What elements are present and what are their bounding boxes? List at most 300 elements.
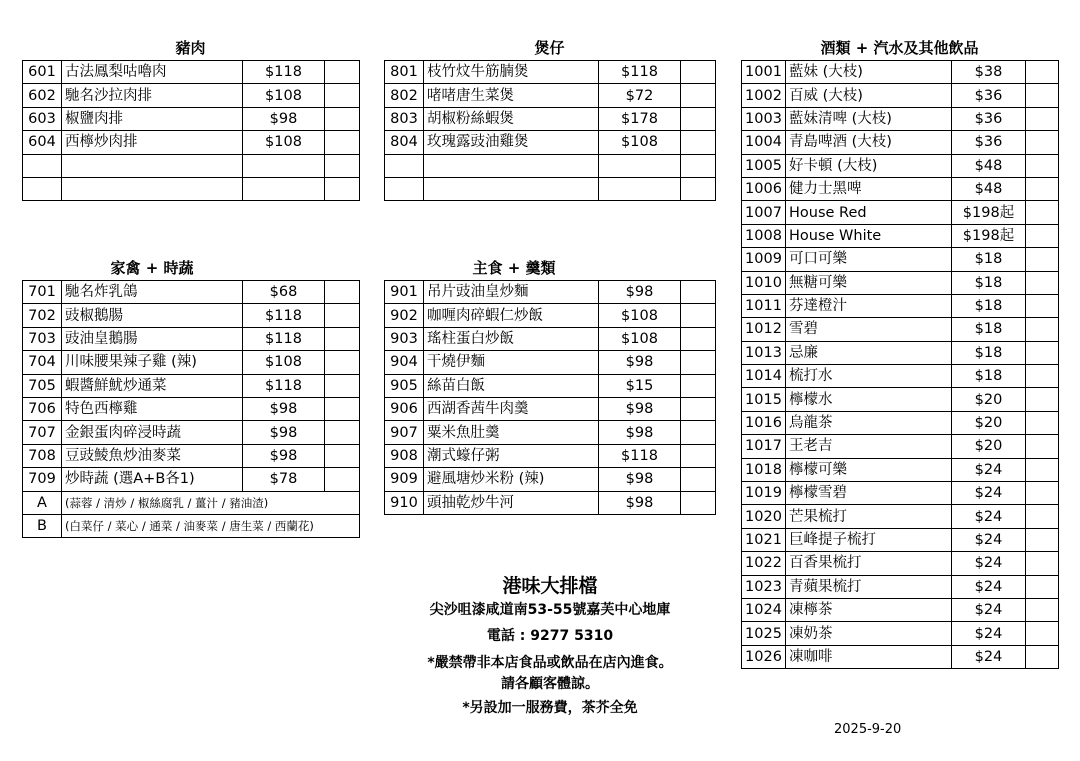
item-code: 1024 xyxy=(742,598,786,621)
blank-cell xyxy=(1026,575,1059,598)
blank-cell xyxy=(325,351,360,374)
item-price: $38 xyxy=(952,61,1026,84)
item-code: 705 xyxy=(23,374,62,397)
item-name: 藍妹 (大枝) xyxy=(786,61,952,84)
menu-row xyxy=(742,318,1059,341)
item-price: $108 xyxy=(243,84,325,107)
item-code: 1009 xyxy=(742,248,786,271)
item-code: 1006 xyxy=(742,177,786,200)
blank-cell xyxy=(681,61,716,84)
item-code: 709 xyxy=(23,468,62,491)
item-price: $118 xyxy=(243,61,325,84)
blank-cell xyxy=(1026,294,1059,317)
blank-cell xyxy=(681,421,716,444)
blank-cell xyxy=(681,84,716,107)
claypot-section-title: 煲仔 xyxy=(534,39,565,57)
menu-row xyxy=(742,411,1059,434)
item-code: 1007 xyxy=(742,201,786,224)
menu-row xyxy=(23,177,360,200)
item-price: $18 xyxy=(952,271,1026,294)
vegetable-option-row xyxy=(23,491,360,514)
item-code: 1025 xyxy=(742,622,786,645)
item-price: $178 xyxy=(599,107,681,130)
menu-row xyxy=(23,131,360,154)
item-price: $18 xyxy=(952,318,1026,341)
item-code: 1004 xyxy=(742,131,786,154)
item-name: 枝竹炆牛筋腩煲 xyxy=(424,61,599,84)
menu-row xyxy=(385,468,716,491)
item-name: 百威 (大枝) xyxy=(786,84,952,107)
item-name: 青蘋果梳打 xyxy=(786,575,952,598)
item-price: $118 xyxy=(599,444,681,467)
blank-cell xyxy=(325,281,360,304)
item-name: 西檸炒肉排 xyxy=(62,131,243,154)
item-code xyxy=(385,177,424,200)
item-price: $98 xyxy=(599,421,681,444)
menu-row xyxy=(23,84,360,107)
item-price xyxy=(243,177,325,200)
item-price: $36 xyxy=(952,107,1026,130)
item-name: 檸檬水 xyxy=(786,388,952,411)
item-code: 1008 xyxy=(742,224,786,247)
item-name: 古法鳳梨咕嚕肉 xyxy=(62,61,243,84)
blank-cell xyxy=(1026,84,1059,107)
item-price: $118 xyxy=(243,374,325,397)
item-code: 604 xyxy=(23,131,62,154)
item-price: $48 xyxy=(952,154,1026,177)
menu-row xyxy=(742,388,1059,411)
item-price: $198起 xyxy=(952,201,1026,224)
item-code: 1018 xyxy=(742,458,786,481)
item-price: $15 xyxy=(599,374,681,397)
blank-cell xyxy=(1026,248,1059,271)
item-code: 1026 xyxy=(742,645,786,668)
option-text: (白菜仔 / 菜心 / 通菜 / 油麥菜 / 唐生菜 / 西蘭花) xyxy=(62,514,360,537)
item-price: $36 xyxy=(952,84,1026,107)
item-name: 馳名炸乳鴿 xyxy=(62,281,243,304)
pork-section-title: 豬肉 xyxy=(175,39,206,57)
item-price: $24 xyxy=(952,482,1026,505)
item-code: 907 xyxy=(385,421,424,444)
menu-row xyxy=(385,444,716,467)
item-name: 啫啫唐生菜煲 xyxy=(424,84,599,107)
blank-cell xyxy=(325,374,360,397)
menu-row xyxy=(742,482,1059,505)
blank-cell xyxy=(1026,435,1059,458)
item-price: $98 xyxy=(599,281,681,304)
item-name: 凍咖啡 xyxy=(786,645,952,668)
drinks-table xyxy=(741,60,1059,669)
blank-cell xyxy=(325,154,360,177)
menu-row xyxy=(385,327,716,350)
item-code xyxy=(23,177,62,200)
blank-cell xyxy=(681,351,716,374)
item-name: 金銀蛋肉碎浸時蔬 xyxy=(62,421,243,444)
item-price: $78 xyxy=(243,468,325,491)
menu-row xyxy=(742,575,1059,598)
notice-thanks: 請各顧客體諒。 xyxy=(501,676,599,692)
item-price: $98 xyxy=(243,421,325,444)
item-name: 百香果梳打 xyxy=(786,552,952,575)
blank-cell xyxy=(1026,341,1059,364)
menu-row xyxy=(742,271,1059,294)
blank-cell xyxy=(681,107,716,130)
item-code: 1012 xyxy=(742,318,786,341)
menu-row xyxy=(385,351,716,374)
item-code: 909 xyxy=(385,468,424,491)
item-price: $24 xyxy=(952,458,1026,481)
item-name: 瑤柱蛋白炒飯 xyxy=(424,327,599,350)
item-name: 雪碧 xyxy=(786,318,952,341)
blank-cell xyxy=(1026,505,1059,528)
item-code: 701 xyxy=(23,281,62,304)
blank-cell xyxy=(1026,598,1059,621)
blank-cell xyxy=(325,421,360,444)
staples-section-title: 主食 + 羹類 xyxy=(472,259,556,277)
menu-row xyxy=(23,374,360,397)
item-code: 1019 xyxy=(742,482,786,505)
menu-row xyxy=(23,61,360,84)
restaurant-address: 尖沙咀漆咸道南53-55號嘉芙中心地庫 xyxy=(429,602,671,618)
item-code: 602 xyxy=(23,84,62,107)
item-name: 藍妹清啤 (大枝) xyxy=(786,107,952,130)
poultry-table xyxy=(22,280,360,538)
menu-row xyxy=(742,107,1059,130)
poultry-section-title: 家禽 + 時蔬 xyxy=(110,259,194,277)
blank-cell xyxy=(1026,177,1059,200)
blank-cell xyxy=(325,327,360,350)
item-code: 1010 xyxy=(742,271,786,294)
menu-row xyxy=(23,468,360,491)
notice-outside-food: *嚴禁帶非本店食品或飲品在店內進食。 xyxy=(427,655,673,671)
blank-cell xyxy=(325,61,360,84)
item-code: 904 xyxy=(385,351,424,374)
blank-cell xyxy=(1026,271,1059,294)
menu-row xyxy=(742,131,1059,154)
item-price: $108 xyxy=(599,327,681,350)
item-price: $98 xyxy=(599,397,681,420)
item-name: 吊片豉油皇炒麵 xyxy=(424,281,599,304)
item-price: $118 xyxy=(599,61,681,84)
menu-row xyxy=(742,505,1059,528)
menu-row xyxy=(742,61,1059,84)
item-name: 胡椒粉絲蝦煲 xyxy=(424,107,599,130)
item-name: 豆豉鯪魚炒油麥菜 xyxy=(62,444,243,467)
item-code: 1001 xyxy=(742,61,786,84)
item-code: 708 xyxy=(23,444,62,467)
menu-row xyxy=(385,154,716,177)
item-name: 無糖可樂 xyxy=(786,271,952,294)
item-code: 1003 xyxy=(742,107,786,130)
item-name xyxy=(424,154,599,177)
blank-cell xyxy=(681,131,716,154)
item-price: $18 xyxy=(952,248,1026,271)
item-code: 1016 xyxy=(742,411,786,434)
item-name: 特色西檸雞 xyxy=(62,397,243,420)
menu-row xyxy=(23,107,360,130)
menu-row xyxy=(385,107,716,130)
item-name: 巨峰提子梳打 xyxy=(786,528,952,551)
item-price: $108 xyxy=(243,131,325,154)
blank-cell xyxy=(1026,131,1059,154)
blank-cell xyxy=(325,107,360,130)
menu-row xyxy=(385,421,716,444)
menu-row xyxy=(23,397,360,420)
item-price xyxy=(243,154,325,177)
blank-cell xyxy=(681,374,716,397)
item-name xyxy=(62,154,243,177)
menu-row xyxy=(385,177,716,200)
item-code: 802 xyxy=(385,84,424,107)
item-price: $98 xyxy=(599,351,681,374)
item-name: 西湖香茜牛肉羹 xyxy=(424,397,599,420)
item-code: 1020 xyxy=(742,505,786,528)
menu-row xyxy=(385,61,716,84)
item-code: 903 xyxy=(385,327,424,350)
blank-cell xyxy=(1026,482,1059,505)
item-price xyxy=(599,177,681,200)
blank-cell xyxy=(1026,154,1059,177)
item-code: 1021 xyxy=(742,528,786,551)
blank-cell xyxy=(1026,61,1059,84)
blank-cell xyxy=(325,84,360,107)
menu-row xyxy=(742,84,1059,107)
item-code: 902 xyxy=(385,304,424,327)
item-price: $18 xyxy=(952,294,1026,317)
menu-row xyxy=(385,281,716,304)
item-name: 頭抽乾炒牛河 xyxy=(424,491,599,514)
item-name: 豉油皇鵝腸 xyxy=(62,327,243,350)
item-code: 905 xyxy=(385,374,424,397)
item-name: 蝦醬鮮魷炒通菜 xyxy=(62,374,243,397)
blank-cell xyxy=(325,304,360,327)
item-code: 801 xyxy=(385,61,424,84)
item-price: $108 xyxy=(599,131,681,154)
item-name: 梳打水 xyxy=(786,365,952,388)
item-name: House White xyxy=(786,224,952,247)
item-name: 椒鹽肉排 xyxy=(62,107,243,130)
menu-row xyxy=(742,365,1059,388)
option-text: (蒜蓉 / 清炒 / 椒絲腐乳 / 薑汁 / 豬油渣) xyxy=(62,491,360,514)
menu-row xyxy=(742,598,1059,621)
menu-row xyxy=(742,458,1059,481)
item-price: $20 xyxy=(952,388,1026,411)
item-code: 601 xyxy=(23,61,62,84)
item-name: 潮式蠔仔粥 xyxy=(424,444,599,467)
menu-row xyxy=(742,552,1059,575)
option-code: B xyxy=(23,514,62,537)
menu-row xyxy=(742,201,1059,224)
item-code: 906 xyxy=(385,397,424,420)
item-name: 咖喱肉碎蝦仁炒飯 xyxy=(424,304,599,327)
item-price: $118 xyxy=(243,304,325,327)
blank-cell xyxy=(681,281,716,304)
menu-row xyxy=(23,304,360,327)
item-name: 健力士黑啤 xyxy=(786,177,952,200)
item-name: 忌廉 xyxy=(786,341,952,364)
item-code xyxy=(23,154,62,177)
item-name: 粟米魚肚羹 xyxy=(424,421,599,444)
item-price: $20 xyxy=(952,435,1026,458)
menu-row xyxy=(742,248,1059,271)
menu-row xyxy=(742,224,1059,247)
item-price: $108 xyxy=(243,351,325,374)
menu-row xyxy=(23,154,360,177)
blank-cell xyxy=(325,468,360,491)
blank-cell xyxy=(681,444,716,467)
blank-cell xyxy=(325,131,360,154)
item-code: 1022 xyxy=(742,552,786,575)
item-name: 川味腰果辣子雞 (辣) xyxy=(62,351,243,374)
item-name: 可口可樂 xyxy=(786,248,952,271)
item-price: $24 xyxy=(952,598,1026,621)
item-code: 803 xyxy=(385,107,424,130)
item-price: $18 xyxy=(952,365,1026,388)
blank-cell xyxy=(681,154,716,177)
notice-service-charge: *另設加一服務費，茶芥全免 xyxy=(462,700,638,716)
item-code: 704 xyxy=(23,351,62,374)
blank-cell xyxy=(1026,458,1059,481)
item-name: 凍奶茶 xyxy=(786,622,952,645)
restaurant-name: 港味大排檔 xyxy=(502,575,598,597)
blank-cell xyxy=(1026,552,1059,575)
item-name: 玫瑰露豉油雞煲 xyxy=(424,131,599,154)
item-name: 馳名沙拉肉排 xyxy=(62,84,243,107)
item-name: 好卡頓 (大枝) xyxy=(786,154,952,177)
staples-table xyxy=(384,280,716,515)
item-price: $24 xyxy=(952,622,1026,645)
item-code: 603 xyxy=(23,107,62,130)
menu-row xyxy=(23,351,360,374)
blank-cell xyxy=(1026,645,1059,668)
blank-cell xyxy=(1026,224,1059,247)
item-code: 1013 xyxy=(742,341,786,364)
item-price: $98 xyxy=(243,444,325,467)
blank-cell xyxy=(325,397,360,420)
menu-date: 2025-9-20 xyxy=(834,722,902,737)
drinks-section-title: 酒類 + 汽水及其他飲品 xyxy=(820,39,979,57)
item-code: 1005 xyxy=(742,154,786,177)
item-code: 1011 xyxy=(742,294,786,317)
blank-cell xyxy=(1026,528,1059,551)
item-name: 炒時蔬 (選A+B各1) xyxy=(62,468,243,491)
menu-row xyxy=(385,397,716,420)
item-code: 1002 xyxy=(742,84,786,107)
menu-row xyxy=(385,374,716,397)
item-price: $24 xyxy=(952,575,1026,598)
item-price: $18 xyxy=(952,341,1026,364)
menu-row xyxy=(385,131,716,154)
item-code: 901 xyxy=(385,281,424,304)
blank-cell xyxy=(1026,388,1059,411)
blank-cell xyxy=(681,491,716,514)
item-code: 1014 xyxy=(742,365,786,388)
item-code: 706 xyxy=(23,397,62,420)
menu-row xyxy=(742,622,1059,645)
item-price: $48 xyxy=(952,177,1026,200)
item-code: 703 xyxy=(23,327,62,350)
item-price: $20 xyxy=(952,411,1026,434)
item-name: 豉椒鵝腸 xyxy=(62,304,243,327)
item-code: 908 xyxy=(385,444,424,467)
item-name: 避風塘炒米粉 (辣) xyxy=(424,468,599,491)
item-name: 青島啤酒 (大枝) xyxy=(786,131,952,154)
item-name: 凍檸茶 xyxy=(786,598,952,621)
restaurant-phone: 電話 : 9277 5310 xyxy=(486,628,614,644)
menu-row xyxy=(742,528,1059,551)
item-name: House Red xyxy=(786,201,952,224)
blank-cell xyxy=(1026,411,1059,434)
menu-row xyxy=(385,304,716,327)
blank-cell xyxy=(681,468,716,491)
menu-row xyxy=(742,645,1059,668)
blank-cell xyxy=(1026,107,1059,130)
item-code: 910 xyxy=(385,491,424,514)
blank-cell xyxy=(325,444,360,467)
item-code: 1015 xyxy=(742,388,786,411)
item-code: 1017 xyxy=(742,435,786,458)
blank-cell xyxy=(681,177,716,200)
blank-cell xyxy=(1026,318,1059,341)
item-code: 702 xyxy=(23,304,62,327)
blank-cell xyxy=(681,304,716,327)
item-price: $108 xyxy=(599,304,681,327)
menu-row xyxy=(742,177,1059,200)
blank-cell xyxy=(681,397,716,420)
item-price: $98 xyxy=(599,468,681,491)
blank-cell xyxy=(325,177,360,200)
item-price xyxy=(599,154,681,177)
menu-row xyxy=(385,84,716,107)
menu-row xyxy=(742,154,1059,177)
item-code: 1023 xyxy=(742,575,786,598)
vegetable-option-row xyxy=(23,514,360,537)
item-name: 芬達橙汁 xyxy=(786,294,952,317)
item-code xyxy=(385,154,424,177)
item-price: $72 xyxy=(599,84,681,107)
item-name: 檸檬雪碧 xyxy=(786,482,952,505)
menu-row xyxy=(385,491,716,514)
item-name: 王老吉 xyxy=(786,435,952,458)
blank-cell xyxy=(1026,201,1059,224)
item-price: $98 xyxy=(243,107,325,130)
menu-row xyxy=(23,444,360,467)
item-name: 絲苗白飯 xyxy=(424,374,599,397)
blank-cell xyxy=(1026,622,1059,645)
item-name xyxy=(424,177,599,200)
menu-row xyxy=(742,341,1059,364)
item-price: $98 xyxy=(599,491,681,514)
item-name: 干燒伊麵 xyxy=(424,351,599,374)
item-code: 804 xyxy=(385,131,424,154)
item-price: $98 xyxy=(243,397,325,420)
item-price: $198起 xyxy=(952,224,1026,247)
item-name: 芒果梳打 xyxy=(786,505,952,528)
item-price: $24 xyxy=(952,645,1026,668)
item-name: 檸檬可樂 xyxy=(786,458,952,481)
item-price: $24 xyxy=(952,505,1026,528)
claypot-table xyxy=(384,60,716,201)
item-price: $36 xyxy=(952,131,1026,154)
menu-row xyxy=(23,281,360,304)
menu-row xyxy=(23,421,360,444)
item-price: $24 xyxy=(952,528,1026,551)
pork-table xyxy=(22,60,360,201)
menu-row xyxy=(742,294,1059,317)
item-code: 707 xyxy=(23,421,62,444)
item-name xyxy=(62,177,243,200)
item-price: $24 xyxy=(952,552,1026,575)
